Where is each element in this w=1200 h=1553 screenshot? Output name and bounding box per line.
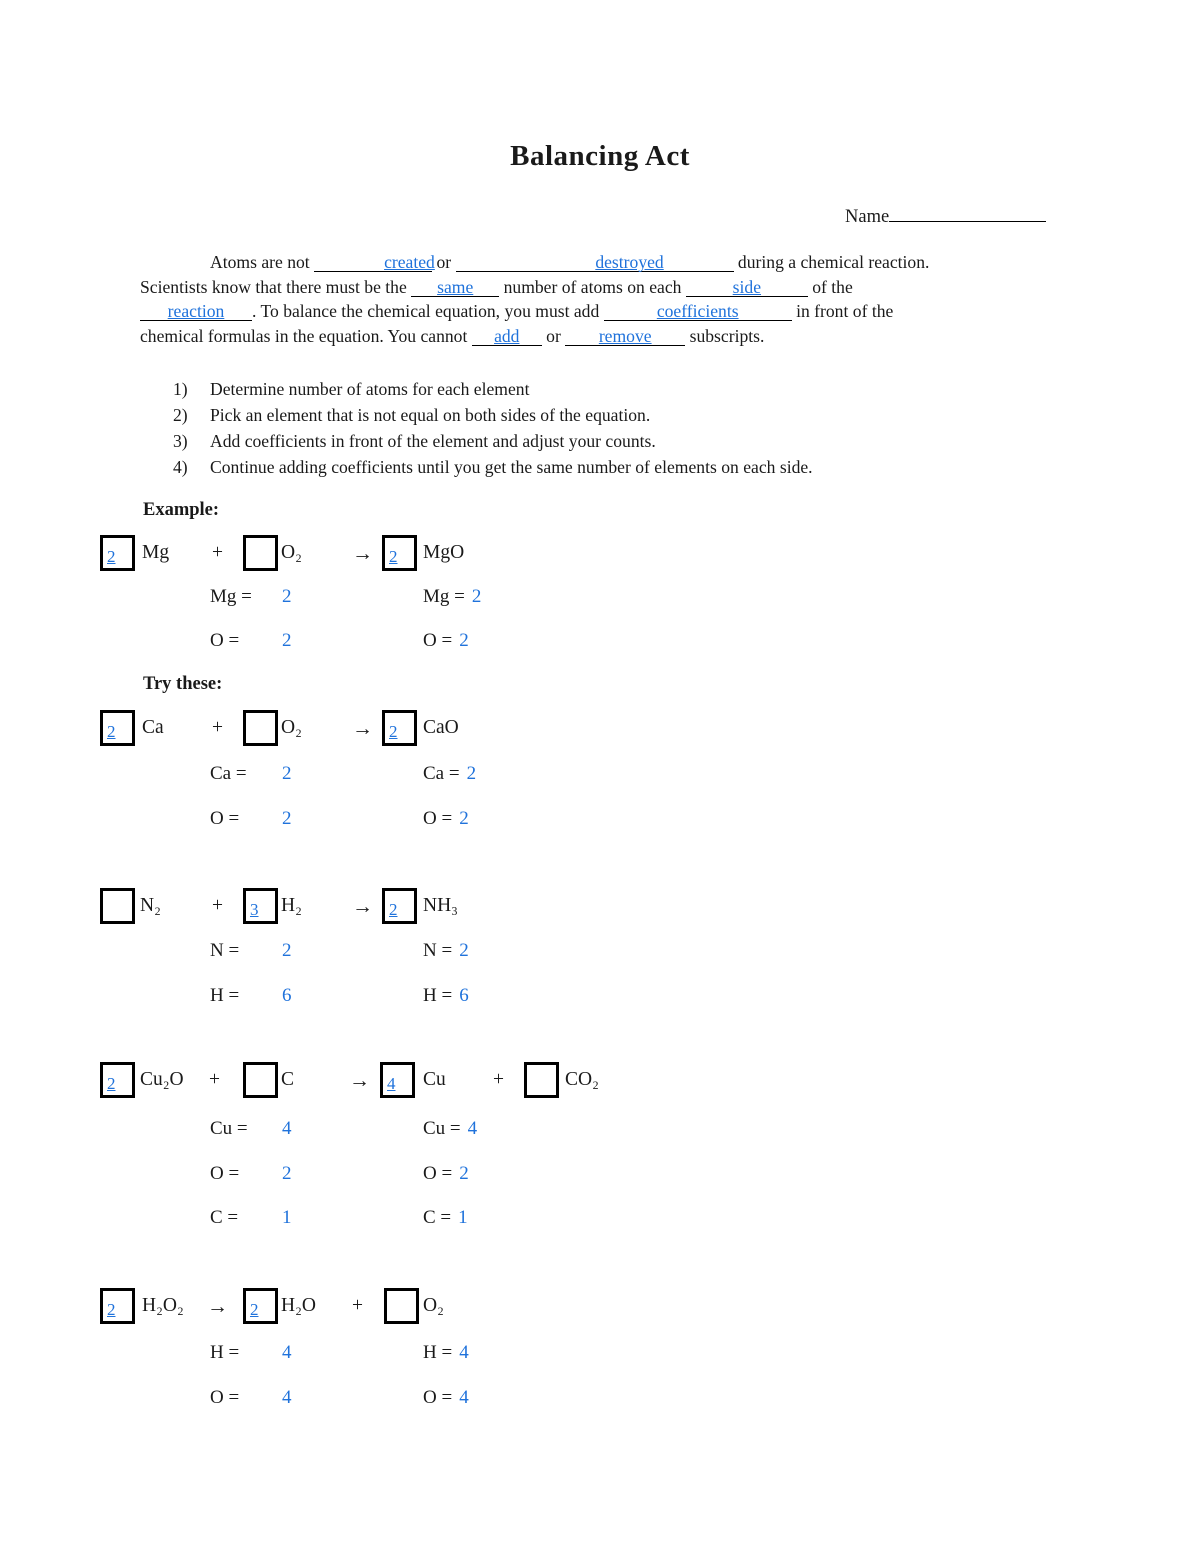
try-these-heading: Try these: — [143, 674, 223, 694]
count-value: 2 — [466, 763, 477, 784]
intro-text: chemical formulas in the equation. You cannot — [140, 325, 472, 346]
coefficient-box[interactable] — [243, 535, 278, 571]
intro-line-3 — [140, 299, 929, 324]
count-value: 2 — [282, 630, 292, 651]
formula-label: H₂ — [281, 895, 302, 916]
reaction-arrow-icon: → — [352, 541, 373, 565]
count-line — [0, 763, 1200, 789]
formula-label: O₂ — [281, 542, 302, 563]
count-right — [423, 808, 469, 830]
answer-remove: remove — [598, 325, 652, 346]
coefficient-box[interactable] — [243, 1288, 278, 1324]
count-value: 4 — [282, 1342, 292, 1363]
name-line — [845, 202, 1046, 228]
coefficient-box[interactable] — [100, 710, 135, 746]
count-right — [423, 940, 469, 962]
coefficient-box[interactable] — [524, 1062, 559, 1098]
intro-text: . To balance the chemical equation, you must add — [252, 301, 604, 322]
intro-paragraph — [140, 250, 929, 348]
count-value: 4 — [467, 1118, 478, 1139]
intro-text: Scientists know that there must be the — [140, 276, 412, 297]
count-value: 4 — [459, 1342, 469, 1363]
coefficient-value: 2 — [389, 900, 398, 920]
count-label: Ca = — [423, 763, 460, 784]
intro-text: of the — [807, 276, 853, 297]
equation-example — [0, 535, 1200, 573]
reaction-arrow-icon: → — [349, 1068, 370, 1092]
count-label: H = — [423, 985, 453, 1006]
count-line — [0, 1207, 1200, 1233]
count-line — [0, 808, 1200, 834]
plus-operator: + — [212, 542, 223, 563]
count-value: 1 — [282, 1207, 292, 1228]
formula-label: Ca — [142, 717, 164, 738]
count-label: O = — [210, 1387, 240, 1408]
count-label: Mg = — [210, 586, 252, 607]
count-line — [0, 630, 1200, 656]
coefficient-value: 2 — [107, 722, 116, 742]
count-label: O = — [210, 1163, 240, 1184]
count-label: H = — [210, 985, 240, 1006]
intro-text: number of atoms on each — [499, 276, 686, 297]
count-label: O = — [423, 1387, 453, 1408]
coefficient-value: 2 — [107, 1074, 116, 1094]
count-right — [423, 586, 481, 608]
count-value: 6 — [459, 985, 469, 1006]
count-right — [423, 1163, 469, 1185]
blank-same[interactable] — [411, 278, 499, 297]
blank-created[interactable] — [314, 252, 435, 272]
coefficient-box[interactable] — [382, 535, 417, 571]
count-line — [0, 985, 1200, 1011]
count-right — [423, 763, 476, 785]
intro-line-4 — [140, 324, 929, 349]
intro-text: subscripts. — [685, 325, 765, 346]
answer-add: add — [494, 325, 520, 346]
count-value: 2 — [459, 1163, 469, 1184]
plus-operator: + — [352, 1295, 363, 1316]
formula-label: Cu₂O — [140, 1069, 184, 1090]
reaction-arrow-icon: → — [207, 1294, 228, 1318]
count-label: O = — [423, 630, 453, 651]
name-label: Name — [845, 207, 890, 227]
plus-operator: + — [212, 717, 223, 738]
answer-side: side — [732, 276, 762, 297]
coefficient-box[interactable] — [100, 888, 135, 924]
count-right — [423, 1118, 477, 1140]
answer-destroyed: destroyed — [595, 252, 664, 272]
formula-label: CaO — [423, 717, 459, 738]
coefficient-box[interactable] — [382, 710, 417, 746]
blank-add[interactable] — [472, 327, 542, 346]
coefficient-box[interactable] — [100, 535, 135, 571]
step-number: 1) — [173, 379, 188, 399]
page-title: Balancing Act — [510, 140, 690, 172]
step-text: Determine number of atoms for each element — [210, 379, 530, 399]
step-text: Add coefficients in front of the element and adjust your counts. — [210, 430, 656, 451]
count-label: Cu = — [210, 1118, 248, 1139]
reaction-arrow-icon: → — [352, 716, 373, 740]
equation-n2 — [0, 888, 1200, 926]
count-line — [0, 586, 1200, 612]
step-text: Continue adding coefficients until you get the same number of elements on each side. — [210, 456, 813, 477]
count-value: 2 — [282, 940, 292, 961]
formula-label: N₂ — [140, 895, 161, 916]
step-number: 3) — [173, 430, 188, 451]
equation-h2o2 — [0, 1288, 1200, 1326]
coefficient-box[interactable] — [384, 1288, 419, 1324]
formula-label: Cu — [423, 1069, 446, 1090]
formula-label: NH₃ — [423, 895, 458, 916]
count-right — [423, 1342, 469, 1364]
formula-label: H₂O₂ — [142, 1295, 184, 1316]
reaction-arrow-icon: → — [352, 894, 373, 918]
coefficient-box[interactable] — [243, 888, 278, 924]
intro-text: during a chemical reaction. — [733, 252, 930, 272]
answer-created: created — [384, 252, 435, 272]
coefficient-box[interactable] — [243, 710, 278, 746]
formula-label: H₂O — [281, 1295, 316, 1316]
count-line — [0, 1387, 1200, 1413]
count-value: 2 — [282, 586, 292, 607]
coefficient-value: 4 — [387, 1074, 396, 1094]
count-value: 2 — [459, 940, 469, 961]
count-line — [0, 1163, 1200, 1189]
formula-label: CO₂ — [565, 1069, 599, 1090]
count-label: N = — [423, 940, 453, 961]
count-right — [423, 630, 469, 652]
count-right — [423, 985, 469, 1007]
steps-list — [173, 377, 813, 481]
count-line — [0, 940, 1200, 966]
count-label: O = — [423, 808, 453, 829]
plus-operator: + — [209, 1069, 220, 1090]
coefficient-box[interactable] — [380, 1062, 415, 1098]
count-label: O = — [423, 1163, 453, 1184]
count-label: H = — [423, 1342, 453, 1363]
intro-text: in front of the — [791, 301, 894, 322]
name-blank-field[interactable] — [889, 202, 1046, 222]
formula-label: MgO — [423, 542, 465, 563]
intro-text: or — [541, 325, 566, 346]
count-value: 2 — [471, 586, 482, 607]
count-line — [0, 1342, 1200, 1368]
count-label: Cu = — [423, 1118, 461, 1139]
coefficient-box[interactable] — [382, 888, 417, 924]
step-text: Pick an element that is not equal on both sides of the equation. — [210, 404, 651, 425]
step-number: 2) — [173, 404, 188, 425]
count-value: 2 — [282, 808, 292, 829]
step-item-3 — [173, 429, 813, 455]
equation-ca — [0, 710, 1200, 748]
intro-line-1 — [140, 250, 929, 275]
intro-text: or — [432, 252, 456, 272]
blank-coefficients[interactable] — [604, 302, 792, 321]
plus-operator: + — [493, 1069, 504, 1090]
step-item-2 — [173, 403, 813, 429]
blank-remove[interactable] — [565, 327, 685, 346]
coefficient-value: 2 — [389, 547, 398, 567]
count-value: 4 — [282, 1118, 292, 1139]
formula-label: O₂ — [281, 717, 302, 738]
count-label: O = — [210, 630, 240, 651]
equation-cu2o — [0, 1062, 1200, 1100]
step-item-4 — [173, 455, 813, 481]
count-label: C = — [210, 1207, 239, 1228]
count-right — [423, 1387, 469, 1409]
example-heading: Example: — [143, 500, 220, 520]
answer-reaction: reaction — [167, 301, 225, 322]
coefficient-box[interactable] — [243, 1062, 278, 1098]
coefficient-value: 2 — [107, 547, 116, 567]
formula-label: O₂ — [423, 1295, 444, 1316]
coefficient-box[interactable] — [100, 1062, 135, 1098]
count-value: 2 — [459, 630, 469, 651]
coefficient-value: 2 — [250, 1300, 259, 1320]
blank-side[interactable] — [686, 278, 808, 297]
blank-reaction[interactable] — [140, 302, 252, 321]
count-value: 2 — [282, 1163, 292, 1184]
step-item-1 — [173, 377, 813, 403]
count-label: N = — [210, 940, 240, 961]
coefficient-value: 2 — [389, 722, 398, 742]
count-label: Ca = — [210, 763, 247, 784]
count-value: 1 — [458, 1207, 468, 1228]
count-label: C = — [423, 1207, 452, 1228]
count-value: 4 — [282, 1387, 292, 1408]
answer-same: same — [437, 276, 474, 297]
intro-text: Atoms are not — [210, 252, 315, 272]
count-value: 2 — [282, 763, 292, 784]
count-label: Mg = — [423, 586, 465, 607]
step-number: 4) — [173, 456, 188, 477]
coefficient-box[interactable] — [100, 1288, 135, 1324]
blank-destroyed[interactable] — [456, 253, 734, 272]
count-value: 4 — [459, 1387, 469, 1408]
formula-label: C — [281, 1069, 295, 1090]
count-label: O = — [210, 808, 240, 829]
coefficient-value: 2 — [107, 1300, 116, 1320]
formula-label: Mg — [142, 542, 170, 563]
answer-coefficients: coefficients — [656, 301, 739, 322]
intro-line-2 — [140, 275, 929, 300]
count-value: 2 — [459, 808, 469, 829]
count-value: 6 — [282, 985, 292, 1006]
count-label: H = — [210, 1342, 240, 1363]
plus-operator: + — [212, 895, 223, 916]
coefficient-value: 3 — [250, 900, 259, 920]
count-right — [423, 1207, 468, 1229]
count-line — [0, 1118, 1200, 1144]
